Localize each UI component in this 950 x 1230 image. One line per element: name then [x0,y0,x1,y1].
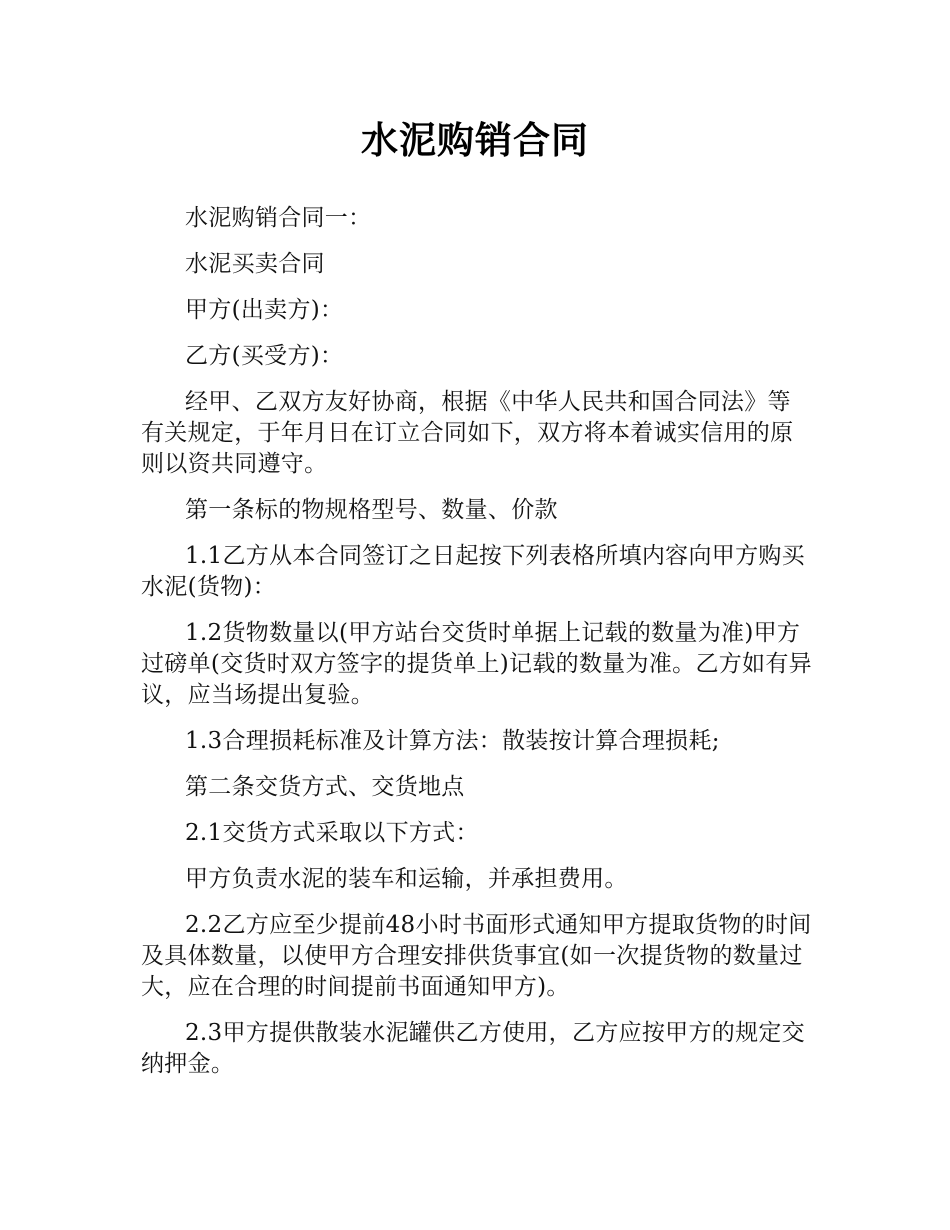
paragraph-clause-2-1: 2.1交货方式采取以下方式： [185,820,479,846]
paragraph-delivery-responsibility: 甲方负责水泥的装车和运输，并承担费用。 [185,866,628,892]
paragraph-contract-name: 水泥买卖合同 [185,251,325,277]
paragraph-clause-2-2: 2.2乙方应至少提前48小时书面形式通知甲方提取货物的时间及具体数量，以使甲方合理安排供货事宜(如一次提货物的数量过大，应在合理的时间提前书面通知甲方)。 [141,912,812,1000]
paragraph-preamble: 经甲、乙双方友好协商，根据《中华人民共和国合同法》等有关规定，于年月日在订立合同如下，双方将本着诚实信用的原则以资共同遵守。 [141,389,794,477]
paragraph-party-a: 甲方(出卖方)： [185,297,344,323]
paragraph-heading-contract-one: 水泥购销合同一： [185,205,372,231]
paragraph-clause-2-3: 2.3甲方提供散装水泥罐供乙方使用，乙方应按甲方的规定交纳押金。 [141,1020,805,1077]
paragraph-article-one: 第一条标的物规格型号、数量、价款 [185,497,558,523]
paragraph-party-b: 乙方(买受方)： [185,343,344,369]
paragraph-clause-1-3: 1.3合理损耗标准及计算方法：散装按计算合理损耗; [185,728,720,754]
paragraph-clause-1-1: 1.1乙方从本合同签订之日起按下列表格所填内容向甲方购买水泥(货物)： [141,543,805,600]
paragraph-clause-1-2: 1.2货物数量以(甲方站台交货时单据上记载的数量为准)甲方过磅单(交货时双方签字的提货单上)记载的数量为准。乙方如有异议，应当场提出复验。 [141,620,812,708]
document-title: 水泥购销合同 [361,119,589,162]
document-body [141,203,813,1095]
paragraph-article-two: 第二条交货方式、交货地点 [185,774,465,800]
